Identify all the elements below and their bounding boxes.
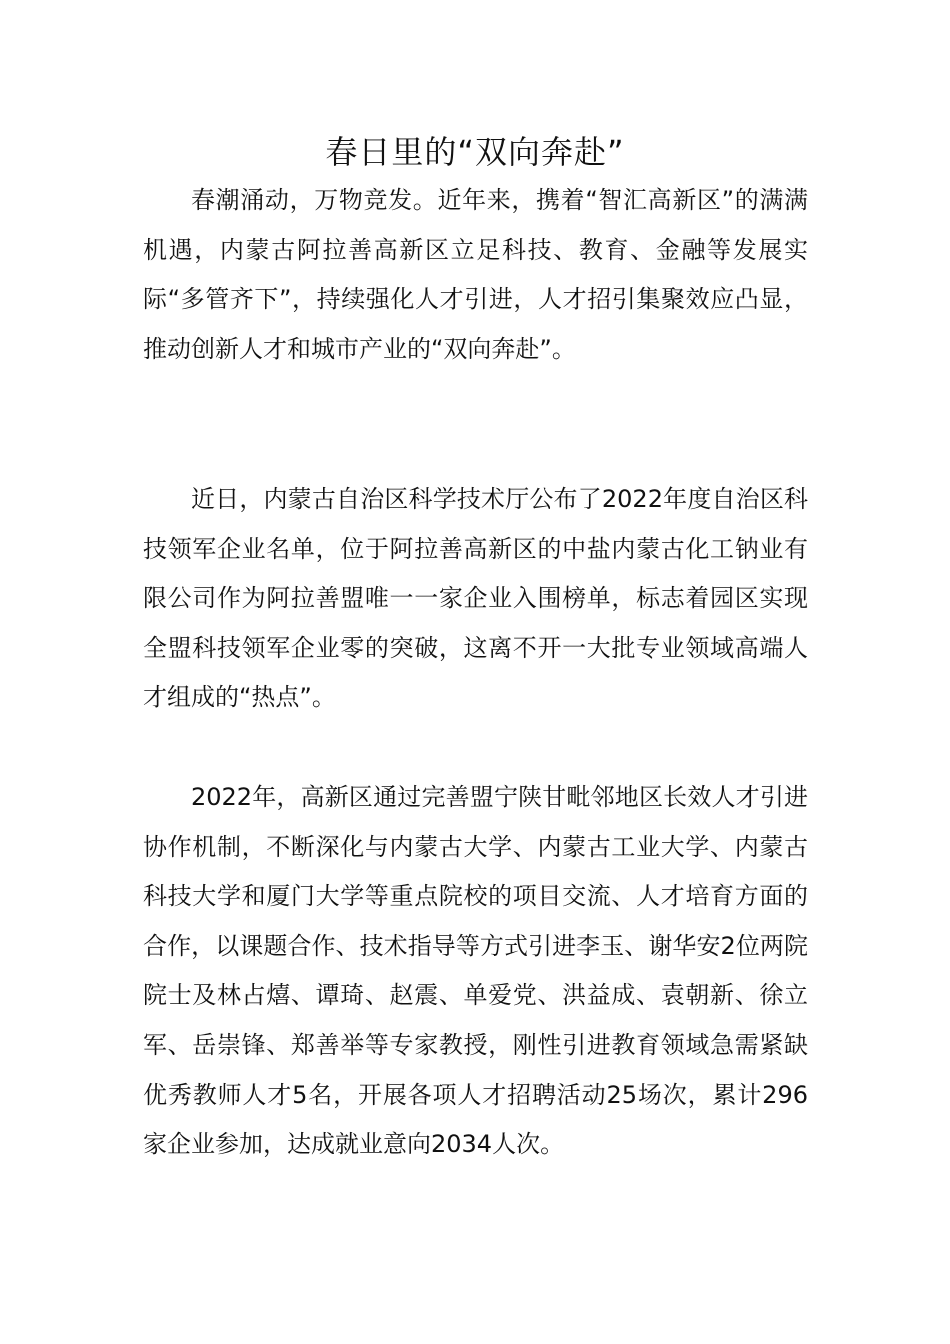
document-title: 春日里的“双向奔赴” <box>325 133 625 171</box>
paragraph-1: 春潮涌动，万物竞发。近年来，携着“智汇高新区”的满满机遇，内蒙古阿拉善高新区立足科技、教育、金融等发展实际“多管齐下”，持续强化人才引进，人才招引集聚效应凸显，推动创新人才和城市产业的“双向奔赴”。 <box>143 186 808 363</box>
paragraph-3: 2022年，高新区通过完善盟宁陕甘毗邻地区长效人才引进协作机制，不断深化与内蒙古大学、内蒙古工业大学、内蒙古科技大学和厦门大学等重点院校的项目交流、人才培育方面的合作，以课题合作、技术指导等方式引进李玉、谢华安2位两院院士及林占熺、谭琦、赵震、单爱党、洪益成、袁朝新、徐立军、岳崇锋、郑善举等专家教授，刚性引进教育领域急需紧缺优秀教师人才5名，开展各项人才招聘活动25场次，累计296家企业参加，达成就业意向2034人次。 <box>143 783 808 1159</box>
paragraph-2: 近日，内蒙古自治区科学技术厅公布了2022年度自治区科技领军企业名单，位于阿拉善高新区的中盐内蒙古化工钠业有限公司作为阿拉善盟唯一一家企业入围榜单，标志着园区实现全盟科技领军企业零的突破，这离不开一大批专业领域高端人才组成的“热点”。 <box>143 485 808 712</box>
